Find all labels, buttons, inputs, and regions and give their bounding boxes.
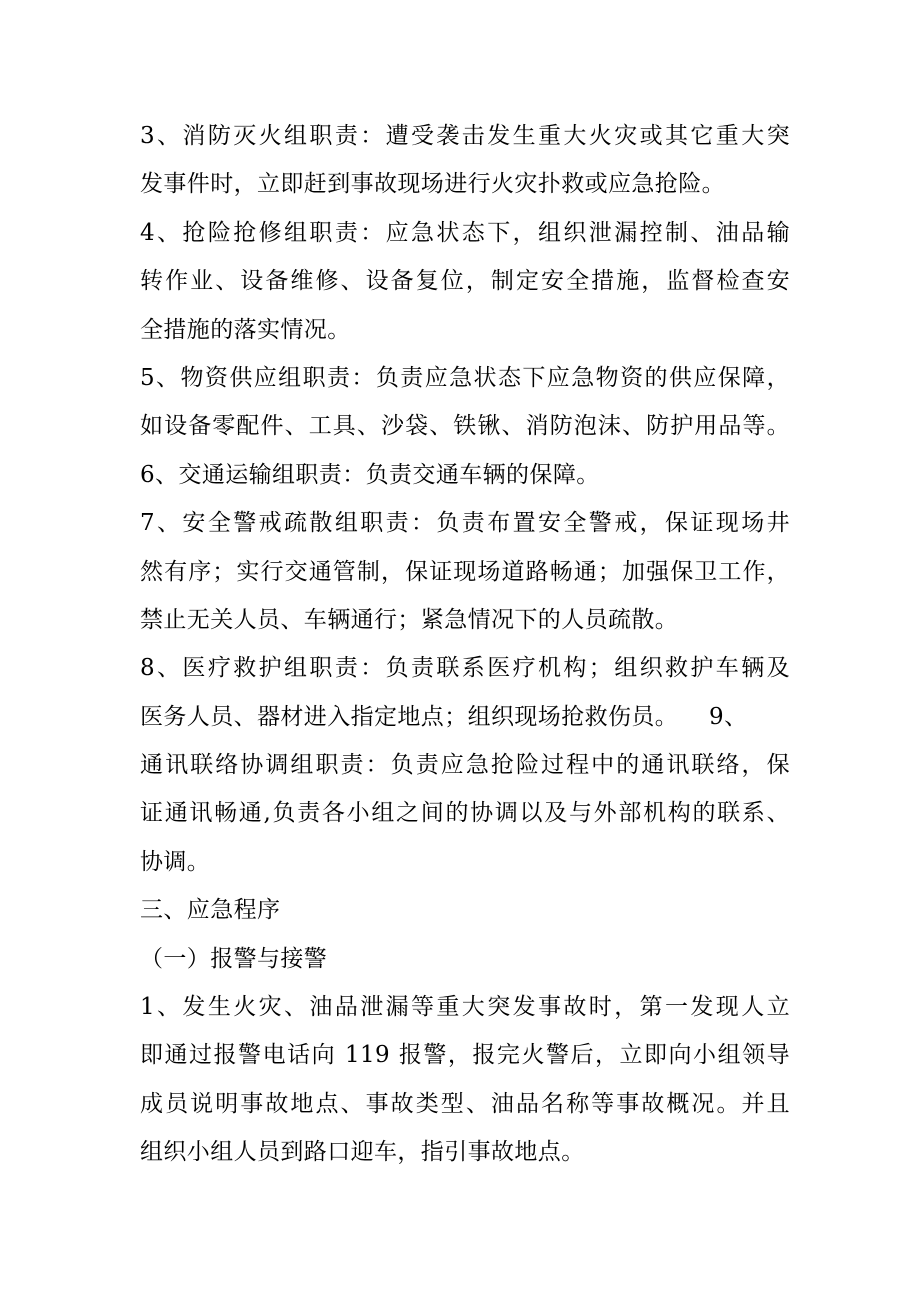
text-line: 全措施的落实情况。 (140, 316, 351, 343)
text-line: 协调。 (140, 848, 211, 875)
text-line: 医务人员、器材进入指定地点；组织现场抢救伤员。 9、 (140, 703, 748, 730)
text-line: 然有序；实行交通管制，保证现场道路畅通；加强保卫工作， (140, 558, 790, 585)
text-line: 禁止无关人员、车辆通行；紧急情况下的人员疏散。 (140, 606, 679, 633)
text-line: 即通过报警电话向 119 报警，报完火警后，立即向小组领导 (140, 1042, 790, 1069)
text-line: 成员说明事故地点、事故类型、油品名称等事故概况。并且 (140, 1090, 790, 1117)
text-line: 发事件时，立即赶到事故现场进行火灾扑救或应急抢险。 (140, 171, 725, 198)
text-line: 1、发生火灾、油品泄漏等重大突发事故时，第一发现人立 (140, 994, 790, 1021)
text-line: 5、物资供应组职责：负责应急状态下应急物资的供应保障， (140, 364, 790, 391)
text-line: 通讯联络协调组职责：负责应急抢险过程中的通讯联络，保 (140, 752, 790, 779)
text-line: 三、应急程序 (140, 897, 281, 924)
text-line: 组织小组人员到路口迎车，指引事故地点。 (140, 1139, 585, 1166)
text-line: 如设备零配件、工具、沙袋、铁锹、消防泡沫、防护用品等。 (140, 413, 790, 440)
document-body (140, 112, 790, 1177)
text-line: 8、医疗救护组职责：负责联系医疗机构；组织救护车辆及 (140, 655, 790, 682)
text-line: 转作业、设备维修、设备复位，制定安全措施，监督检查安 (140, 268, 790, 295)
text-line: 4、抢险抢修组职责：应急状态下，组织泄漏控制、油品输 (140, 219, 790, 246)
text-line: 7、安全警戒疏散组职责：负责布置安全警戒，保证现场井 (140, 510, 790, 537)
text-line: 证通讯畅通,负责各小组之间的协调以及与外部机构的联系、 (140, 800, 790, 827)
text-line: （一）报警与接警 (140, 945, 328, 972)
text-line: 6、交通运输组职责：负责交通车辆的保障。 (140, 461, 600, 488)
text-line: 3、消防灭火组职责：遭受袭击发生重大火灾或其它重大突 (140, 123, 790, 149)
